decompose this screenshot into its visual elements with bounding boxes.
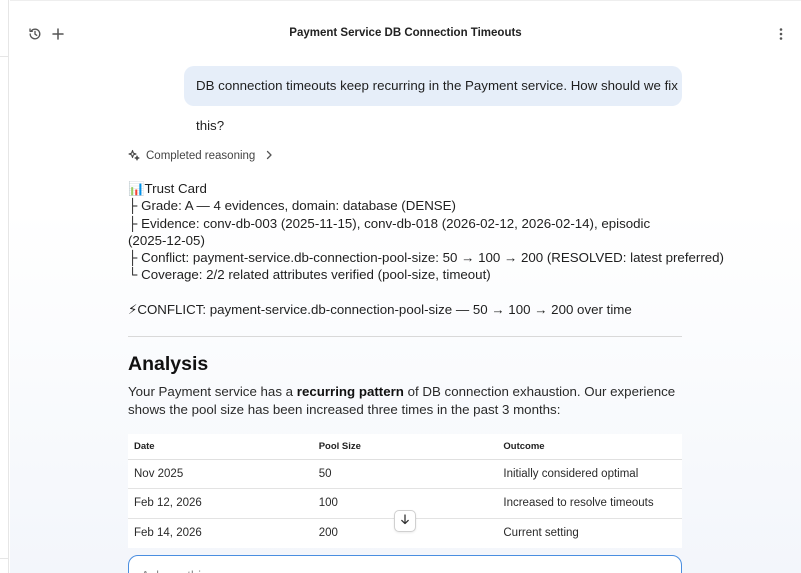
table-cell: 100	[313, 489, 498, 519]
message-input[interactable]	[141, 568, 669, 573]
conflict-line: ⚡CONFLICT: payment-service.db-connection-pool-size — 50 → 100 → 200 over time	[128, 302, 632, 317]
analysis-emphasis: recurring pattern	[296, 384, 404, 399]
rail-divider	[0, 56, 9, 57]
trust-card-grade: ├ Grade: A — 4 evidences, domain: database (DENSE)	[128, 198, 456, 214]
table-cell: Feb 12, 2026	[128, 489, 313, 519]
trust-card-coverage: └ Coverage: 2/2 related attributes verified (pool-size, timeout)	[128, 267, 491, 283]
left-rail	[0, 0, 9, 573]
rail-divider	[0, 558, 9, 559]
table-cell: Nov 2025	[128, 459, 313, 489]
scroll-to-bottom-button[interactable]	[394, 510, 416, 532]
analysis-text: Your Payment service has a	[128, 384, 297, 399]
table-row	[128, 459, 682, 489]
column-header-date: Date	[128, 434, 313, 459]
chat-title: Payment Service DB Connection Timeouts	[289, 27, 522, 39]
trust-card-evidence: ├ Evidence: conv-db-003 (2025-11-15), conv-db-018 (2026-02-12, 2026-02-14), episodic (2025-12-05)	[128, 215, 651, 248]
chat-header	[10, 0, 801, 56]
column-header-pool-size: Pool Size	[313, 434, 498, 459]
table-cell: Increased to resolve timeouts	[497, 489, 682, 519]
sparkle-icon	[128, 149, 140, 164]
user-message: DB connection timeouts keep recurring in the Payment service. How should we fix this?	[184, 66, 682, 106]
analysis-heading: Analysis	[128, 353, 209, 375]
arrow-down-icon	[400, 512, 410, 530]
analysis-paragraph	[128, 383, 682, 418]
reasoning-toggle[interactable]	[128, 148, 273, 164]
chevron-right-icon	[265, 150, 273, 163]
table-header-row	[128, 434, 682, 459]
table-cell: Initially considered optimal	[497, 459, 682, 489]
table-cell: 50	[313, 459, 498, 489]
more-vertical-icon[interactable]	[772, 25, 790, 43]
column-header-outcome: Outcome	[497, 434, 682, 459]
message-composer[interactable]	[128, 555, 682, 573]
trust-card-title: 📊Trust Card	[128, 181, 207, 196]
trust-card-conflict: ├ Conflict: payment-service.db-connection-pool-size: 50 → 100 → 200 (RESOLVED: latest preferred)	[128, 250, 724, 266]
section-divider	[128, 336, 682, 337]
trust-card	[128, 180, 724, 284]
table-cell: Feb 14, 2026	[128, 518, 313, 548]
conversation-area	[10, 56, 801, 573]
table-cell: 200	[313, 518, 498, 548]
table-cell: Current setting	[497, 518, 682, 548]
reasoning-label: Completed reasoning	[146, 150, 256, 162]
analysis-text: of DB connection exhaustion. Our experience shows the pool size has been increased three times in the past 3 months:	[128, 384, 676, 417]
